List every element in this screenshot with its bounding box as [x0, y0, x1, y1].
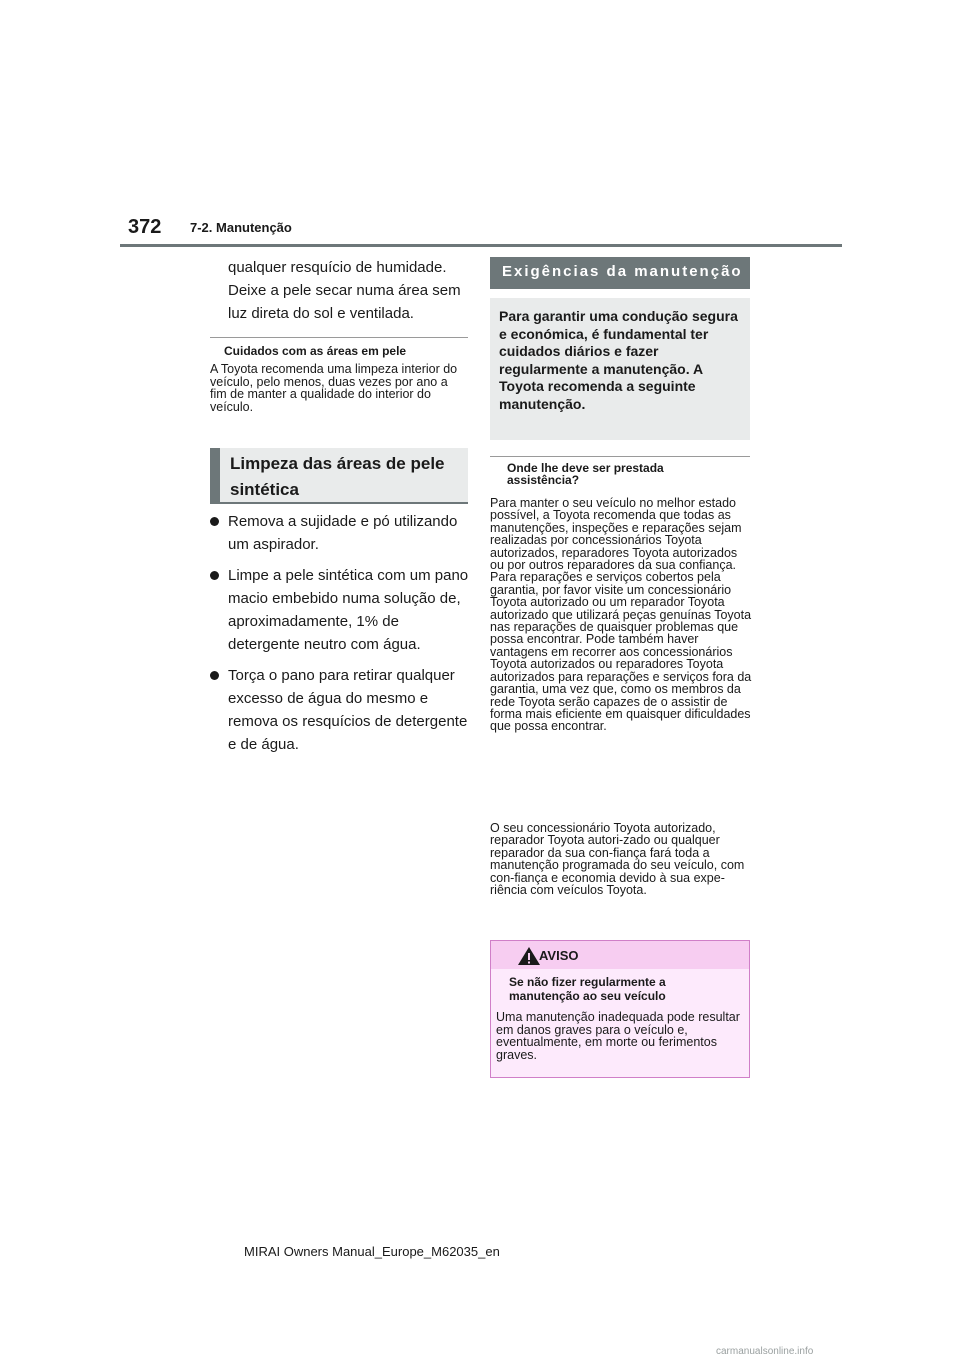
section-heading [210, 448, 468, 504]
list-item-text: Limpe a pele sintética com um pano macio embebido numa solução de, aproximadamente, 1% de detergente neutro com água. [228, 567, 469, 653]
warning-header [491, 941, 749, 969]
header-divider [120, 244, 842, 247]
warning-label: AVISO [539, 948, 579, 963]
service-note-title: Onde lhe deve ser prestada assistência? [507, 461, 664, 487]
intro-text: Para garantir uma condução segura e económica, é fundamental ter cuidados diários e fazer regularmente a manutenção. A Toyota recomenda a seguinte manutenção. [499, 308, 738, 412]
bullet-icon [210, 671, 219, 680]
warning-text: Uma manutenção inadequada pode resultar em danos graves para o veículo e, eventualmente, em morte ou ferimentos graves. [496, 1010, 740, 1062]
note-divider [210, 337, 468, 338]
bullet-icon [210, 517, 219, 526]
list-item [210, 510, 470, 556]
warning-box [490, 940, 750, 1078]
list-item-text: Torça o pano para retirar qualquer excesso de água do mesmo e remova os resquícios de detergente e de água. [228, 667, 468, 753]
warning-triangle-icon [517, 946, 541, 966]
note-text: A Toyota recomenda uma limpeza interior do veículo, pelo menos, duas vezes por ano a fim de manter a qualidade do interior do veículo. [210, 362, 458, 414]
warning-body [491, 969, 749, 1077]
note-title: Cuidados com as áreas em pele [224, 344, 407, 358]
manual-footer: MIRAI Owners Manual_Europe_M62035_en [244, 1244, 500, 1259]
service-paragraph-1: Para manter o seu veículo no melhor estado possível, a Toyota recomenda que todas as manutenções, inspeções e reparações sejam realizadas por concessionários Toyota autorizados, reparadores Toyota autorizados ou por outros reparadores da sua confiança. Para reparações e serviços cobertos pela garantia, por favor visite um concessionário Toyota autorizado ou um reparador Toyota autorizado que utilizará peças genuínas Toyota nas reparações de quaisquer problemas que possa encontrar. Pode também haver vantagens em recorrer aos concessionários Toyota autorizados ou reparadores Toyota autorizados para reparações e serviços fora da garantia, uma vez que, como os membros da rede Toyota serão capazes de o assistir de forma mais eficiente em quaisquer dificuldades que possa encontrar. [490, 496, 752, 734]
page-number: 372 [128, 216, 162, 238]
right-note-divider [490, 456, 750, 457]
list-item [210, 664, 470, 756]
watermark: carmanualsonline.info [716, 1346, 814, 1357]
maintenance-banner-text: Exigências da manutenção [502, 263, 743, 280]
continuation-paragraph: qualquer resquício de humidade. Deixe a pele secar numa área sem luz direta do sol e ventilada. [228, 259, 461, 322]
section-header: 7-2. Manutenção [190, 220, 292, 235]
bullet-list [210, 510, 470, 764]
list-item [210, 564, 470, 656]
warning-title: Se não fizer regularmente a manutenção ao seu veículo [509, 975, 666, 1003]
maintenance-banner [490, 257, 750, 289]
bullet-icon [210, 571, 219, 580]
service-paragraph-2: O seu concessionário Toyota autorizado, reparador Toyota autori-zado ou qualquer reparador da sua con-fiança fará toda a manutenção programada do seu veículo, com con-fiança e economia devido à sua expe-riência com veículos Toyota. [490, 821, 745, 898]
intro-box [490, 298, 750, 440]
list-item-text: Remova a sujidade e pó utilizando um aspirador. [228, 513, 458, 553]
section-heading-text: Limpeza das áreas de pele sintética [230, 454, 445, 499]
